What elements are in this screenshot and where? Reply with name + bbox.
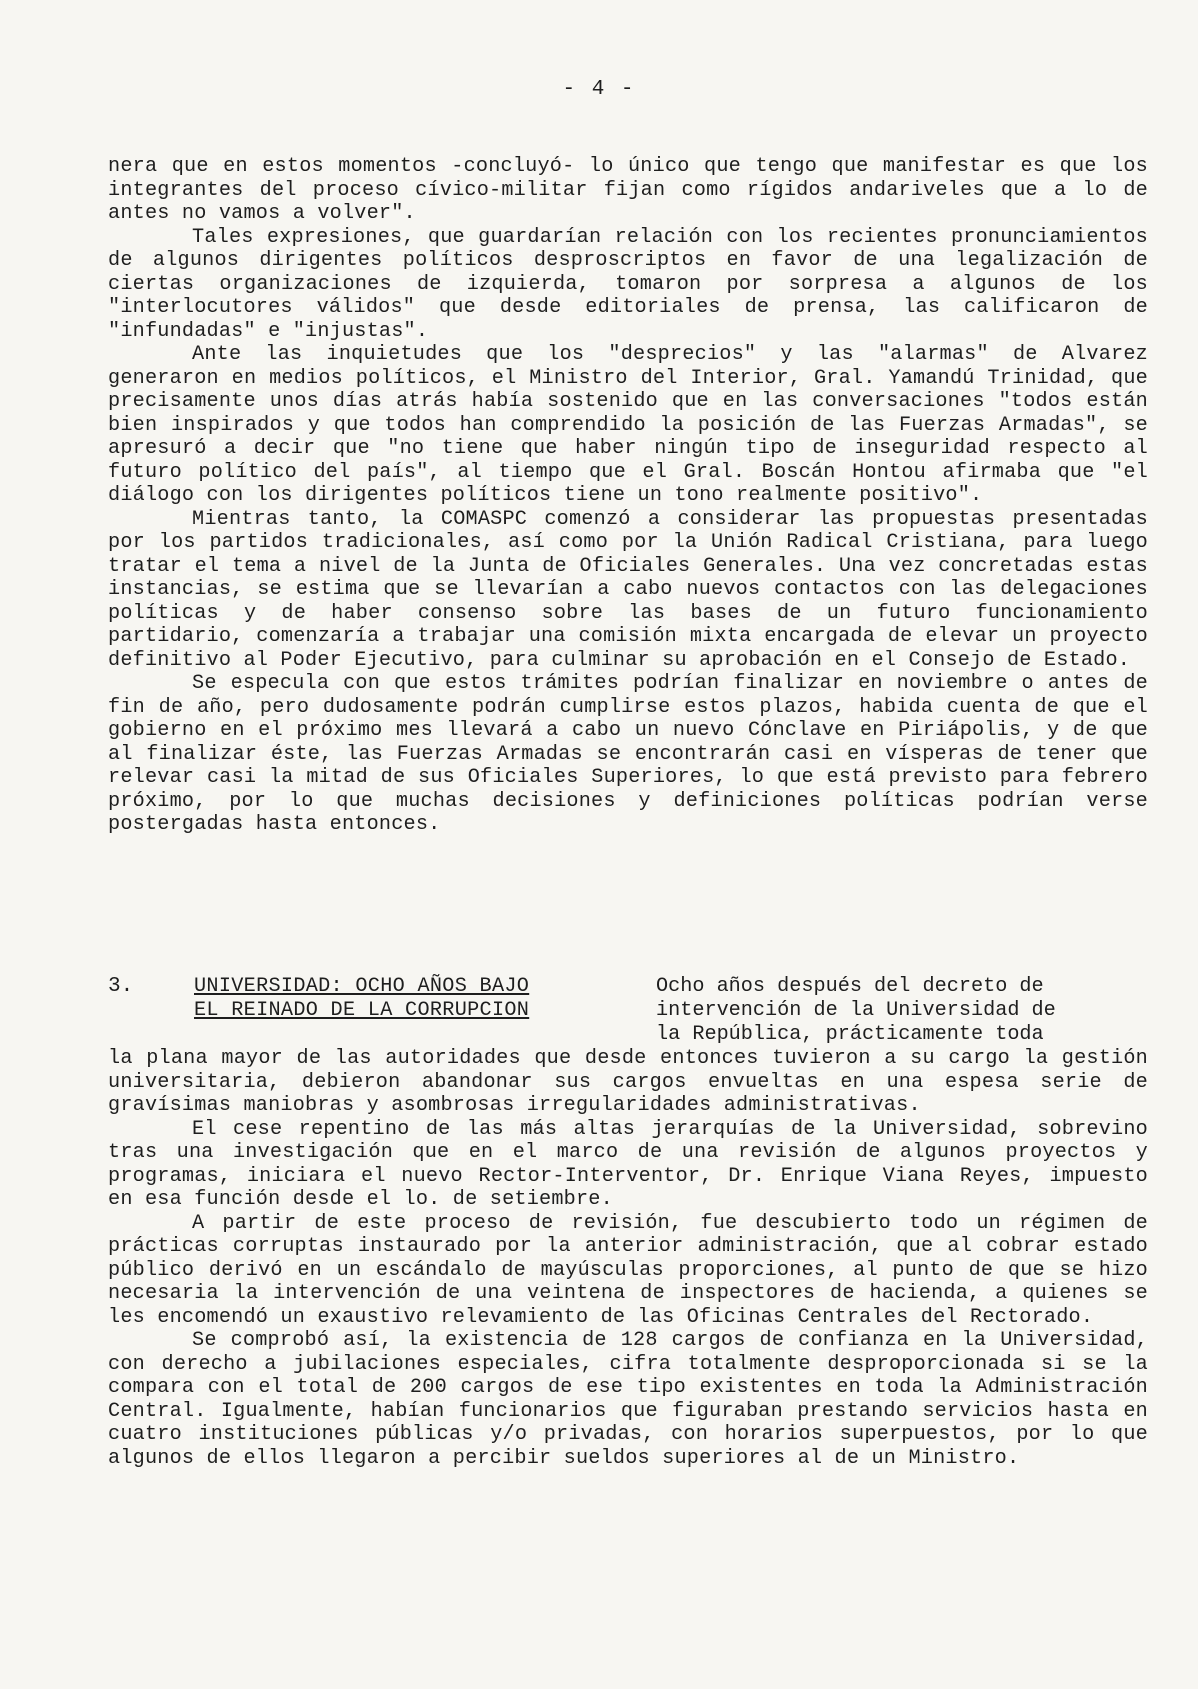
- paragraph: Se especula con que estos trámites podrían finalizar en noviembre o antes de fin de año, pero dudosamente podrán cumplirse estos plazos, habida cuenta de que el gobierno en el próximo mes llevará a cabo un nuevo Cónclave en Piriápolis, y de que al finalizar éste, las Fuerzas Armadas se encontrarán casi en vísperas de tener que relevar casi la mitad de sus Oficiales Superiores, lo que está previsto para febrero próximo, por lo que muchas decisiones y definiciones políticas podrían verse postergadas hasta entonces.: [108, 672, 1148, 836]
- section-header: [108, 975, 1148, 1047]
- section-title-line: EL REINADO DE LA CORRUPCION: [194, 999, 530, 1022]
- body-text-upper: [108, 155, 1148, 837]
- section-title: [194, 975, 694, 1023]
- section-number: 3.: [108, 975, 134, 998]
- paragraph: Mientras tanto, la COMASPC comenzó a considerar las propuestas presentadas por los partidos tradicionales, así como por la Unión Radical Cristiana, para luego tratar el tema a nivel de la Junta de Oficiales Generales. Una vez concretadas estas instancias, se estima que se llevarían a cabo nuevos contactos con las delegaciones políticas y de haber consenso sobre las bases de un futuro funcionamiento partidario, comenzaría a trabajar una comisión mixta encargada de elevar un proyecto definitivo al Poder Ejecutivo, para culminar su aprobación en el Consejo de Estado.: [108, 507, 1148, 672]
- paragraph: El cese repentino de las más altas jerarquías de la Universidad, sobrevino tras una investigación que en el marco de una revisión de algunos proyectos y programas, iniciara el nuevo Rector-Interventor, Dr. Enrique Viana Reyes, impuesto en esa función desde el lo. de setiembre.: [108, 1117, 1148, 1211]
- paragraph: la plana mayor de las autoridades que desde entonces tuvieron a su cargo la gestión universitaria, debieron abandonar sus cargos envueltas en una espesa serie de gravísimas maniobras y asombrosas irregularidades administrativas.: [108, 1047, 1148, 1117]
- page-number: - 4 -: [562, 78, 636, 101]
- body-text-lower: [108, 1047, 1148, 1470]
- paragraph: A partir de este proceso de revisión, fue descubierto todo un régimen de prácticas corruptas instaurado por la anterior administración, que al cobrar estado público derivó en un escándalo de mayúsculas proporciones, al punto de que se hizo necesaria la intervención de una veintena de inspectores de hacienda, a quienes se les encomendó un exaustivo relevamiento de las Oficinas Centrales del Rectorado.: [108, 1211, 1148, 1329]
- lead-line: Ocho años después del decreto de: [656, 975, 1044, 998]
- section-title-line: UNIVERSIDAD: OCHO AÑOS BAJO: [194, 975, 530, 998]
- lead-line: intervención de la Universidad de: [656, 999, 1056, 1022]
- lead-line: la República, prácticamente toda: [656, 1023, 1044, 1046]
- paragraph: Ante las inquietudes que los "desprecios" y las "alarmas" de Alvarez generaron en medios políticos, el Ministro del Interior, Gral. Yamandú Trinidad, que precisamente unos días atrás había sostenido que en las conversaciones "todos están bien inspirados y que todos han comprendido la posición de las Fuerzas Armadas", se apresuró a decir que "no tiene que haber ningún tipo de inseguridad respecto al futuro político del país", al tiempo que el Gral. Boscán Hontou afirmaba que "el diálogo con los dirigentes políticos tiene un tono realmente positivo".: [108, 343, 1148, 507]
- paragraph: Se comprobó así, la existencia de 128 cargos de confianza en la Universidad, con derecho a jubilaciones especiales, cifra totalmente desproporcionada si se la compara con el total de 200 cargos de ese tipo existentes en toda la Administración Central. Igualmente, habían funcionarios que figuraban prestando servicios hasta en cuatro instituciones públicas y/o privadas, con horarios superpuestos, por lo que algunos de ellos llegaron a percibir sueldos superiores al de un Ministro.: [108, 1329, 1148, 1470]
- paragraph: Tales expresiones, que guardarían relación con los recientes pronunciamientos de algunos dirigentes políticos desproscriptos en favor de una legalización de ciertas organizaciones de izquierda, tomaron por sorpresa a algunos de los "interlocutores válidos" que desde editoriales de prensa, las calificaron de "infundadas" e "injustas".: [108, 225, 1148, 343]
- paragraph: nera que en estos momentos -concluyó- lo único que tengo que manifestar es que los integrantes del proceso cívico-militar fijan como rígidos andariveles que a lo de antes no vamos a volver".: [108, 155, 1148, 225]
- section-lead-text: [656, 975, 1156, 1047]
